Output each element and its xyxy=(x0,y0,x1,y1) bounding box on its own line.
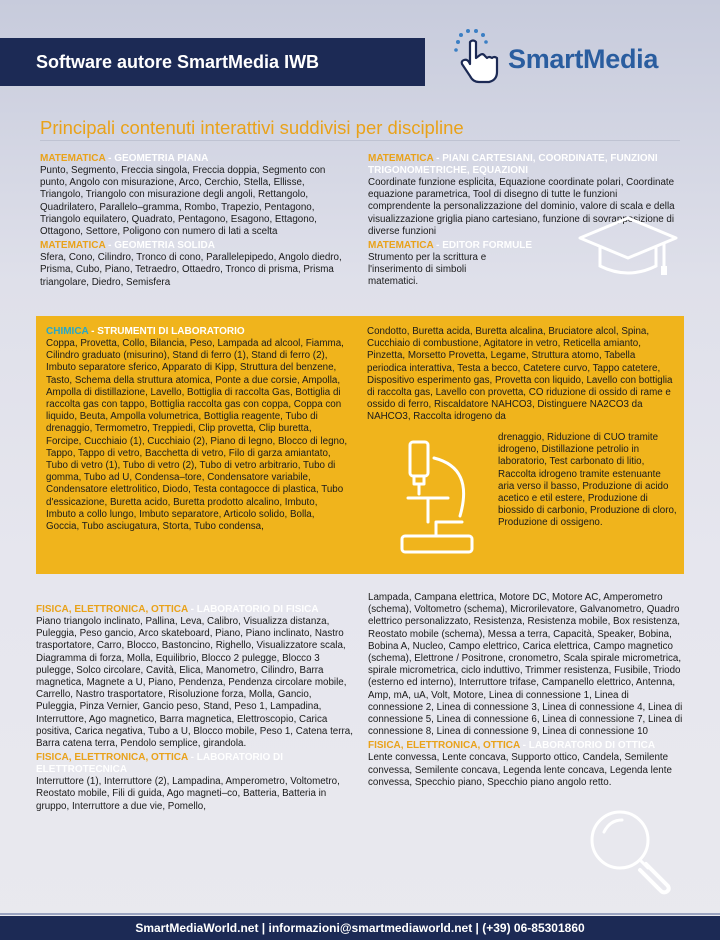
chemistry-left-block xyxy=(46,326,348,535)
math-plane-text: Punto, Segmento, Freccia singola, Freccia doppia, Segmento con punto, Angolo con misurazione, Arco, Cerchio, Stella, Ellisse, Triangolo, Triangolo con misurazione degli angoli, Rettangolo, Quadrilatero, Parallelo–gramma, Rombo, Trapezio, Pentagono, Triangolo equilatero, Quadrato, Pentagono, Esagono, Ettagono, Ottagono, Settore, Poligono con numero di lati a scelta xyxy=(40,165,326,238)
physics-lab-text: Piano triangolo inclinato, Pallina, Leva, Calibro, Visualizza distanza, Puleggia, Peso gancio, Arco skateboard, Piano, Piano inclinato, Nastro trasportatore, Carro, Blocco, Bastoncino, Righello, Visualizzatore scala, Diagramma di forza, Molla, Equilibrio, Blocco 2 pulegge, Blocco 3 pulegge, Solco circolare, Cavità, Elica, Manometro, Cilindro, Barra magnetica, Magnete a U, Piano, Pendenza, Pendenza circolare mobile, Carrello, Nastro trasportatore, Risoluzione forza, Molla, Gancio, Puleggia, Pinza Vernier, Gancio peso, Stand, Peso 1, Lampadina, Interruttore, Ago magnetico, Barra magnetica, Elettroscopio, Carica positiva, Carica negativa, Tubo a U, Blocco mobile, Peso 1, Catena terra, Barra catena terra, Pendolo semplice, girandola. xyxy=(36,616,353,750)
physics-electro-text: Interruttore (1), Interruttore (2), Lampadina, Amperometro, Voltometro, Reostato mobile, Fili di guida, Ago magneti–co, Batteria, Batteria in gruppo, Interruttore a due vie, Pomello, xyxy=(36,776,340,812)
chemistry-text-right-top: Condotto, Buretta acida, Buretta alcalina, Bruciatore alcol, Spina, Cucchiaio di combustione, Agitatore in vetro, Reticella amianto, Pinzetta, Morsetto Provetta, Legame, Struttura atomo, Tabella periodica interattiva, Testa a becco, Catetere curvo, Tappo catetere, Dispositivo esperimento gas, Provetta con liquido, Lavello con bottiglia di raccolta gas, Lavello con provetta, CO riduzione di ossido di rame e ossido di ferro, Riscaldatore NAHCO3, Distinguere NA2CO3 da NAHCO3, Raccolta idrogeno da xyxy=(367,326,673,423)
math-cartesian-heading: MATEMATICA - PIANI CARTESIANI, COORDINATE, FUNZIONI TRIGONOMETRICHE, EQUAZIONI xyxy=(368,153,658,176)
math-solid-text: Sfera, Cono, Cilindro, Tronco di cono, Parallelepipedo, Angolo diedro, Prisma, Cubo, Piano, Tetraedro, Ottaedro, Tronco di prisma, Prisma triangolare, Diedro, Semisfera xyxy=(40,252,342,288)
chemistry-right-bottom-block xyxy=(498,432,678,532)
smartmedia-logo xyxy=(452,28,692,88)
footer-divider xyxy=(0,913,720,915)
logo-text: SmartMedia xyxy=(508,44,659,74)
math-geometry-block xyxy=(40,153,348,291)
physics-lab-block xyxy=(36,604,354,815)
title-divider xyxy=(40,140,680,141)
footer-site-link[interactable]: SmartMediaWorld.net xyxy=(135,921,259,935)
math-formula-heading: MATEMATICA - EDITOR FORMULE xyxy=(368,240,533,252)
physics-electro-heading: FISICA, ELETTRONICA, OTTICA - LABORATORIO DI ELETTROTECNICA xyxy=(36,752,284,776)
microscope-icon xyxy=(388,436,488,562)
math-formula-text: Strumento per la scrittura e l'inserimento di simboli matematici. xyxy=(368,252,487,288)
graduation-cap-icon xyxy=(576,214,680,284)
footer-email-link[interactable]: informazioni@smartmediaworld.net xyxy=(268,921,473,935)
chemistry-text-left: Coppa, Provetta, Collo, Bilancia, Peso, Lampada ad alcool, Fiamma, Cilindro graduato (misurino), Stand di ferro (1), Stand di ferro (2), Imbuto separatore sferico, Apparato di Kipp, Struttura del benzene, Tasto, Schema della struttura atomica, Ponte a due corsie, Ampolla, Ampolla di distillazione, Lavello, Bottiglia di raccolta Gas, Bottiglia di raccolta gas con tappo, Bottiglia raccolta gas con coppa, Coppa con liquido, Beuta, Ampolla volumetrica, Bottiglia reagente, Tubo di drenaggio, Termometro, Treppiedi, Clip provetta, Clip buretta, Forcipe, Cucchiaio (1), Cucchiaio (2), Piano di legno, Blocco di legno, Tappo, Tappo di vetro, Bacchetta di vetro, Filo di garza amiantato, Tubo di vetro (1), Tubo di vetro (2), Tubo di vetro arbitrario, Tubo di gomma, Tubo ad U, Condensa–tore, Condensatore variabile, Condensatore elettrolitico, Diodo, Testa contagocce di plastica, Tubo d'essicazione, Buretta acido, Buretta prodotto alcalino, Imbuto, Imbuto a collo lungo, Imbuto separatore, Articolo solido, Bolla, Goccia, Tubo asciugatura, Storta, Tubo condensa, xyxy=(46,338,348,533)
touch-hand-icon xyxy=(452,28,512,88)
math-cartesian-text: Coordinate funzione esplicita, Equazione coordinate polari, Coordinate equazione parametrica, Tool di disegno di tutte le funzioni comprendente la personalizzazione del dominio, valore di scala e della visualizzazione griglia piano cartesiano, funzione di sovrapposizione di diverse funzioni xyxy=(368,177,675,237)
footer-separator: | xyxy=(472,921,483,935)
math-plane-heading: MATEMATICA - GEOMETRIA PIANA xyxy=(40,153,209,164)
header-title: Software autore SmartMedia IWB xyxy=(36,51,320,72)
header-bar xyxy=(0,38,425,86)
physics-electro-text-right: Lampada, Campana elettrica, Motore DC, Motore AC, Amperometro (schema), Voltometro (schema), Microrilevatore, Galvanometro, Quadro elettrico personalizzato, Resistenza, Resistenza mobile, Box resistenza, Reostato mobile (schema), Messa a terra, Capacità, Speaker, Bobina, Bobina A, Nucleo, Campo elettrico, Carica elettrica, Campo magnetico (schema), Elettrone / Positrone, cronometro, Scala spirale micrometrica, spirale micrometrica, ciclo induttivo, Trimmer resistenza, Fusibile, Triodo (esterno ed interno), Interruttore trifase, Campanello elettrico, Antenna, Amp, mA, uA, Volt, Motore, Linea di connessione 1, Linea di connessione 2, Linea di connessione 3, Linea di connessione 4, Linea di connessione 5, Linea di connessione 6, Linea di connessione 7, Linea di connessione 8, Linea di connessione 9, Linea di connessione 10 xyxy=(368,592,683,738)
physics-optics-text: Lente convessa, Lente concava, Supporto ottico, Candela, Semilente convessa, Semilente concava, Legenda lente concava, Legenda lente convessa, Specchio piano, Specchio piano angolo retto. xyxy=(368,752,672,788)
chemistry-text-right-bottom: drenaggio, Riduzione di CUO tramite idrogeno, Distillazione petrolio in laboratorio, Test carbonato di litio, Raccolta idrogeno tramite estenuante aria verso il basso, Produzione di acido acetico e etil estere, Produzione di biossido di carbonio, Produzione di cloro, Produzione di ossigeno. xyxy=(498,432,677,529)
footer-separator: | xyxy=(258,921,269,935)
physics-optics-heading: FISICA, ELETTRONICA, OTTICA - LABORATORIO DI OTTICA xyxy=(368,740,656,752)
footer-bar xyxy=(0,916,720,940)
physics-lab-heading: FISICA, ELETTRONICA, OTTICA - LABORATORIO DI FISICA xyxy=(36,604,319,615)
physics-right-block xyxy=(368,592,684,791)
magnifier-icon xyxy=(578,798,678,898)
math-solid-heading: MATEMATICA - GEOMETRIA SOLIDA xyxy=(40,240,215,252)
footer-phone: (+39) 06-85301860 xyxy=(482,921,585,935)
chemistry-right-top-block xyxy=(367,326,677,426)
section-title: Principali contenuti interattivi suddivisi per discipline xyxy=(40,117,464,138)
chemistry-heading: CHIMICA - STRUMENTI DI LABORATORIO xyxy=(46,326,245,337)
